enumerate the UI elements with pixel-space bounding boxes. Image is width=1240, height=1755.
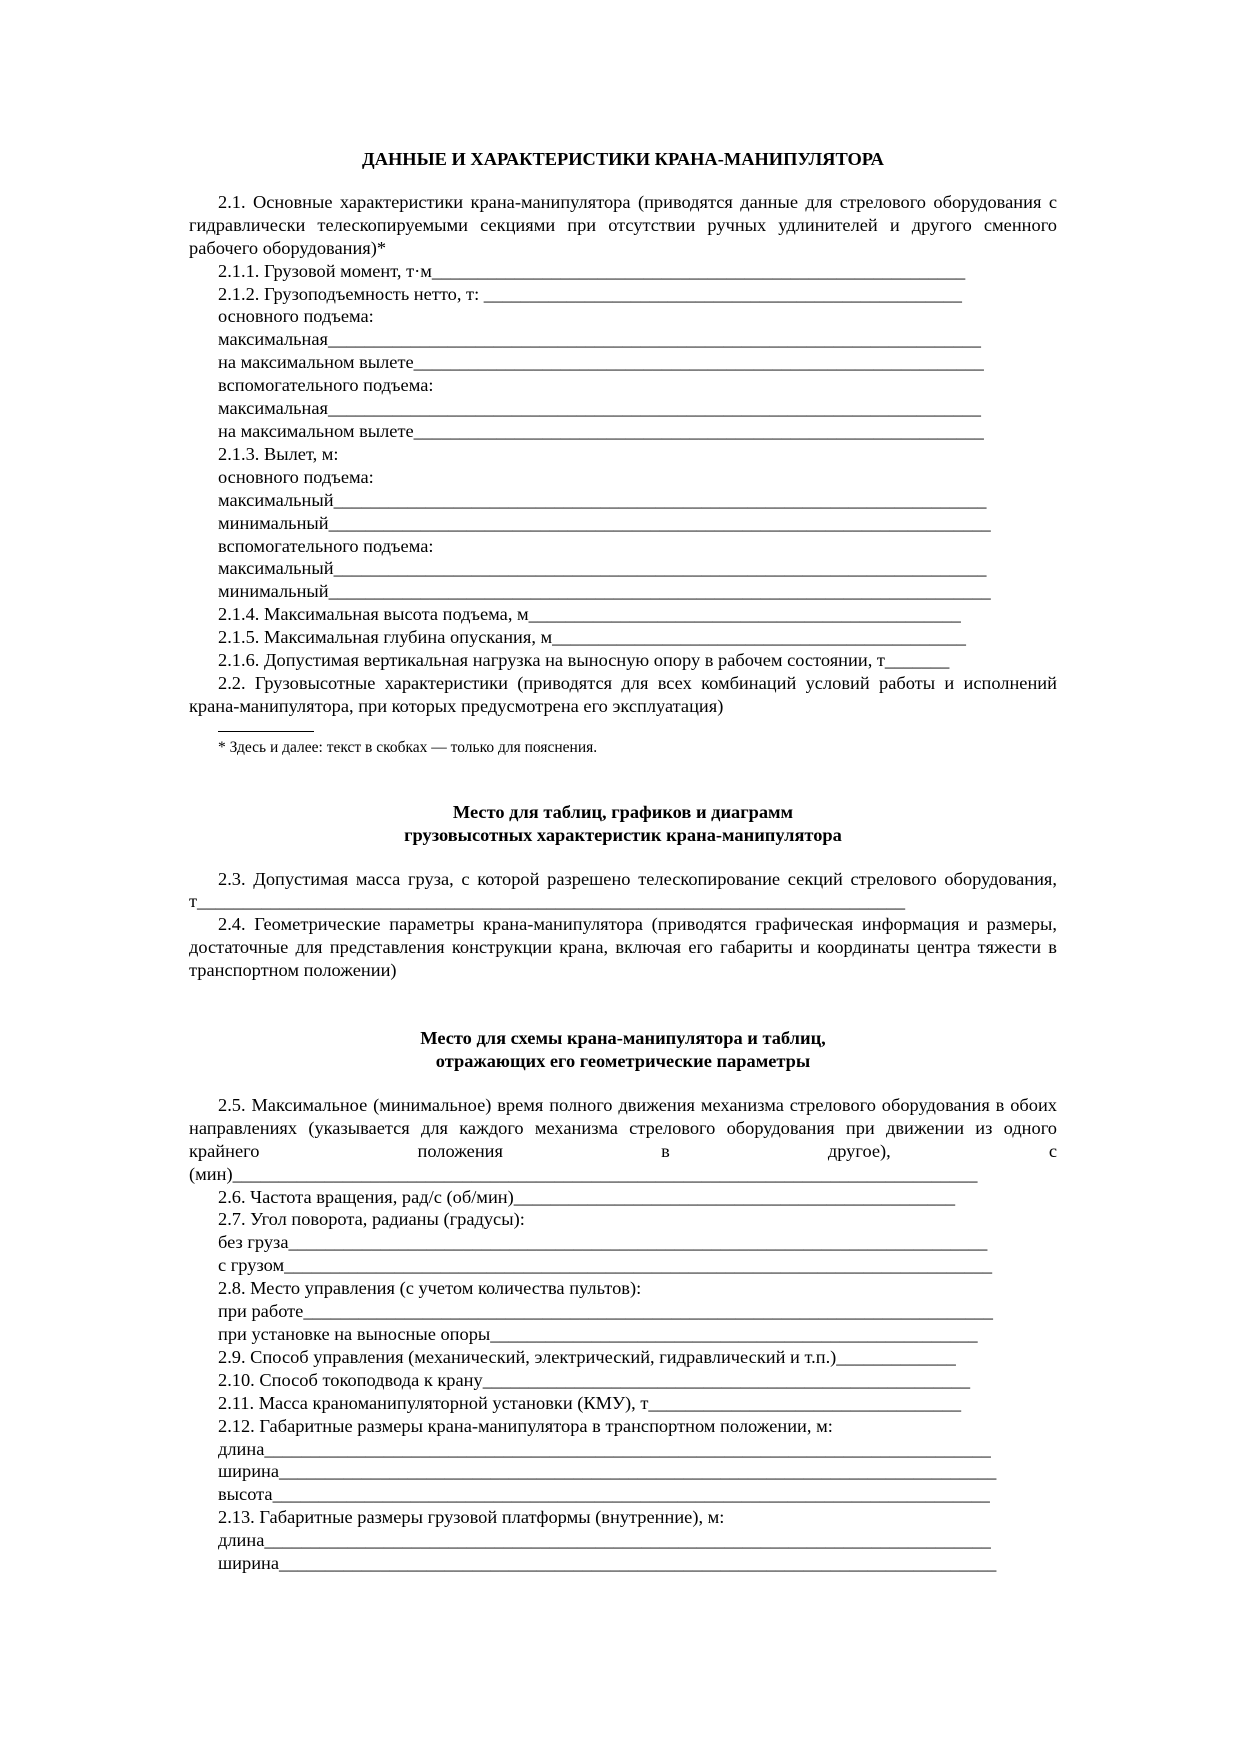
- form-line: 2.11. Масса краноманипуляторной установки (КМУ), т__________________________________: [218, 1392, 962, 1413]
- form-line: без груза____________________________________________________________________________: [218, 1232, 988, 1253]
- section-2-2: 2.2. Грузовысотные характеристики (приводятся для всех комбинаций условий работы и исполнений крана-манипулятора, при которых предусмотрена его эксплуатация): [189, 672, 1057, 716]
- form-line: вспомогательного подъема:: [218, 375, 434, 396]
- section-2-1-lines: [189, 260, 1057, 672]
- document-title: ДАННЫЕ И ХАРАКТЕРИСТИКИ КРАНА-МАНИПУЛЯТОРА: [362, 149, 884, 169]
- form-line: максимальный_______________________________________________________________________: [218, 558, 987, 579]
- form-line: при установке на выносные опоры_____________________________________________________: [218, 1323, 978, 1344]
- form-line: 2.12. Габаритные размеры крана-манипулятора в транспортном положении, м:: [218, 1415, 833, 1436]
- form-line: 2.1.5. Максимальная глубина опускания, м_____________________________________________: [218, 627, 966, 648]
- section-2-1: 2.1. Основные характеристики крана-манипулятора (приводятся данные для стрелового оборудования с гидравлически телескопируемыми секциями при отсутствии ручных удлинителей и другого сменного рабочего оборудования)*: [189, 191, 1057, 258]
- form-line: длина_______________________________________________________________________________: [218, 1438, 991, 1459]
- form-line: 2.8. Место управления (с учетом количества пультов):: [218, 1278, 642, 1299]
- form-line: 2.9. Способ управления (механический, электрический, гидравлический и т.п.)_____________: [218, 1346, 956, 1367]
- form-line: 2.13. Габаритные размеры грузовой платформы (внутренние), м:: [218, 1507, 725, 1528]
- form-line: 2.1.3. Вылет, м:: [218, 443, 339, 464]
- section-2-3: 2.3. Допустимая масса груза, с которой разрешено телескопирование секций стрелового оборудования, т_____________________________________________________________________________: [189, 868, 1057, 912]
- form-line: минимальный________________________________________________________________________: [218, 512, 991, 533]
- form-line: с грузом_____________________________________________________________________________: [218, 1255, 993, 1276]
- section-2-5: 2.5. Максимальное (минимальное) время полного движения механизма стрелового оборудования в обоих направлениях (указывается для каждого механизма стрелового оборудования при движении из одного крайнего положения в другое), с (мин)_________________________________________________________________________________: [189, 1094, 1057, 1184]
- placeholder-title-scheme-1: Место для схемы крана-манипулятора и таблиц,: [420, 1028, 826, 1049]
- form-line: на максимальном вылете______________________________________________________________: [218, 420, 984, 441]
- form-line: основного подъема:: [218, 466, 374, 487]
- form-line: минимальный________________________________________________________________________: [218, 581, 991, 602]
- form-line: 2.1.6. Допустимая вертикальная нагрузка на выносную опору в рабочем состоянии, т_______: [218, 650, 950, 671]
- form-line: ширина______________________________________________________________________________: [218, 1461, 997, 1482]
- form-line: максимальная_______________________________________________________________________: [218, 329, 981, 350]
- form-line: 2.6. Частота вращения, рад/с (об/мин)________________________________________________: [218, 1186, 956, 1207]
- placeholder-title-load-charts-1: Место для таблиц, графиков и диаграмм: [452, 801, 794, 822]
- form-line: 2.1.4. Максимальная высота подъема, м_______________________________________________: [218, 604, 961, 625]
- footnote-rule: [218, 719, 314, 732]
- form-line: высота______________________________________________________________________________: [218, 1484, 990, 1505]
- form-line: 2.10. Способ токоподвода к крану_____________________________________________________: [218, 1369, 971, 1390]
- form-line: 2.1.2. Грузоподъемность нетто, т: ____________________________________________________: [218, 283, 962, 304]
- form-line: максимальный_______________________________________________________________________: [218, 489, 987, 510]
- section-2-6-to-2-13-lines: [189, 1186, 1057, 1575]
- form-line: 2.1.1. Грузовой момент, т·м__________________________________________________________: [218, 260, 966, 281]
- placeholder-title-load-charts-2: грузовысотных характеристик крана-манипулятора: [404, 824, 842, 845]
- footnote: * Здесь и далее: текст в скобках — только для пояснения.: [218, 738, 598, 756]
- form-line: на максимальном вылете______________________________________________________________: [218, 352, 984, 373]
- placeholder-title-scheme-2: отражающих его геометрические параметры: [435, 1051, 811, 1071]
- section-2-4: 2.4. Геометрические параметры крана-манипулятора (приводятся графическая информация и размеры, достаточные для представления конструкции крана, включая его габариты и координаты центра тяжести в транспортном положении): [189, 914, 1057, 981]
- document-page: [189, 148, 1057, 1575]
- form-line: максимальная_______________________________________________________________________: [218, 398, 981, 419]
- form-line: ширина______________________________________________________________________________: [218, 1553, 997, 1574]
- form-line: основного подъема:: [218, 306, 374, 327]
- form-line: 2.7. Угол поворота, радианы (градусы):: [218, 1209, 525, 1230]
- form-line: вспомогательного подъема:: [218, 535, 434, 556]
- form-line: при работе___________________________________________________________________________: [218, 1301, 993, 1322]
- form-line: длина_______________________________________________________________________________: [218, 1530, 991, 1551]
